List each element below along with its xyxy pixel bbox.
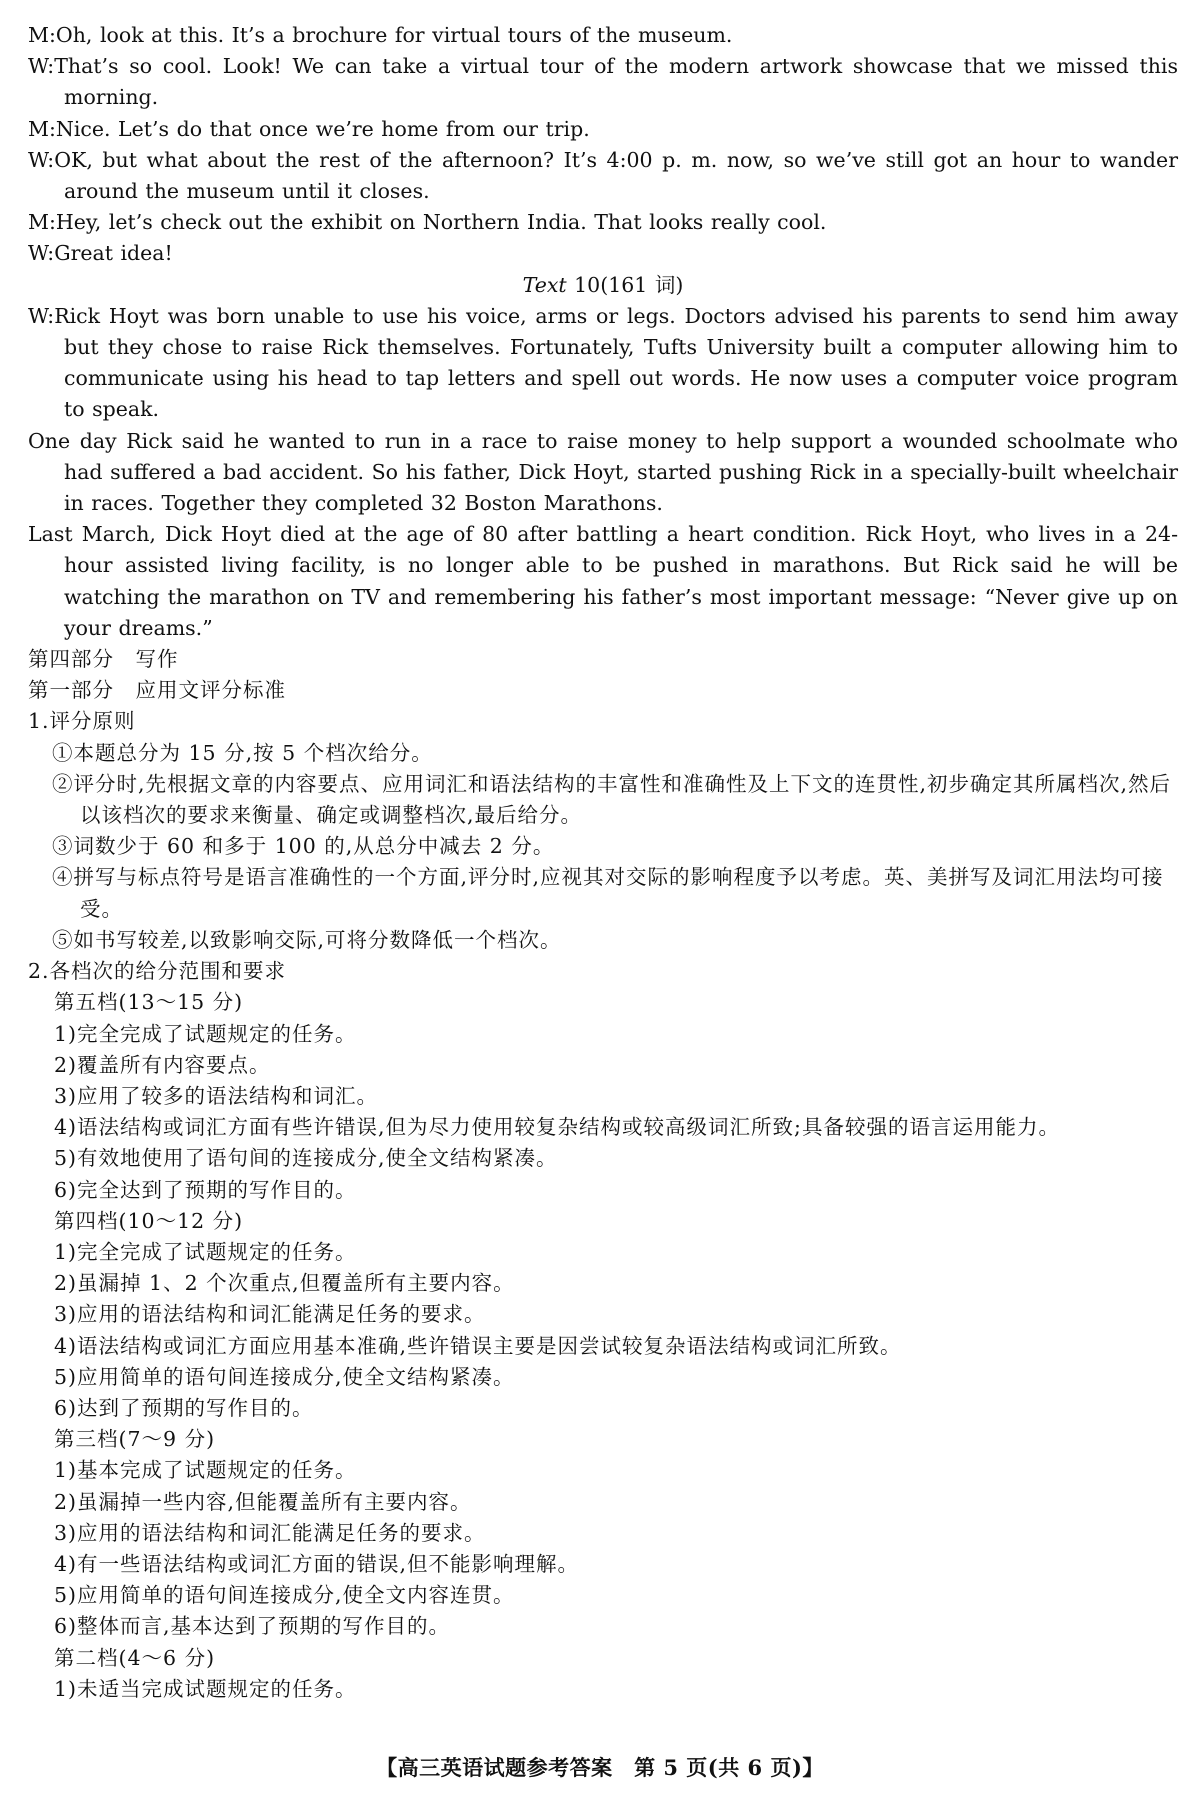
dialogue-line: M:Nice. Let’s do that once we’re home from our trip.	[28, 116, 590, 141]
level-title: 第五档(13～15 分)	[54, 990, 244, 1015]
level-item: 2)虽漏掉一些内容,但能覆盖所有主要内容。	[54, 1489, 472, 1514]
principle-item: ①本题总分为 15 分,按 5 个档次给分。	[52, 740, 433, 765]
principle-item: ②评分时,先根据文章的内容要点、应用词汇和语法结构的丰富性和准确性及上下文的连贯性,初步确定其所属档次,然后以该档次的要求来衡量、确定或调整档次,最后给分。	[52, 771, 1172, 828]
level-item: 1)未适当完成试题规定的任务。	[54, 1676, 357, 1701]
level-item: 6)达到了预期的写作目的。	[54, 1395, 314, 1420]
dialogue-line: W:OK, but what about the rest of the afternoon? It’s 4:00 p. m. now, so we’ve still got an hour to wander around the museum until it closes.	[28, 147, 1178, 204]
level-item: 1)完全完成了试题规定的任务。	[54, 1239, 357, 1264]
level-3	[28, 1424, 1178, 1642]
text10-paragraph: One day Rick said he wanted to run in a race to raise money to help support a wounded schoolmate who had suffered a bad accident. So his father, Dick Hoyt, started pushing Rick in a specially-built wheelchair in races. Together they completed 32 Boston Marathons.	[28, 428, 1178, 516]
level-item: 1)完全完成了试题规定的任务。	[54, 1021, 357, 1046]
level-item: 3)应用了较多的语法结构和词汇。	[54, 1083, 379, 1108]
level-item: 4)语法结构或词汇方面有些许错误,但为尽力使用较复杂结构或较高级词汇所致;具备较强的语言运用能力。	[54, 1115, 1060, 1140]
document-page	[28, 20, 1178, 1705]
page-footer: 【高三英语试题参考答案 第 5 页(共 6 页)】	[376, 1755, 824, 1780]
text10-paragraph: Last March, Dick Hoyt died at the age of 80 after battling a heart condition. Rick Hoyt, who lives in a 24-hour assisted living facility, is no longer able to be pushed in marathons. But Rick said he will be watching the marathon on TV and remembering his father’s most important message: “Never give up on your dreams.”	[28, 522, 1178, 640]
levels-title: 2.各档次的给分范围和要求	[28, 959, 287, 984]
dialogue-line: M:Oh, look at this. It’s a brochure for virtual tours of the museum.	[28, 23, 733, 47]
dialogue-line: W:That’s so cool. Look! We can take a virtual tour of the modern artwork showcase that we missed this morning.	[28, 54, 1178, 110]
level-item: 3)应用的语法结构和词汇能满足任务的要求。	[54, 1520, 486, 1545]
level-item: 6)整体而言,基本达到了预期的写作目的。	[54, 1614, 451, 1639]
dialogue-line: M:Hey, let’s check out the exhibit on Northern India. That looks really cool.	[28, 210, 827, 235]
level-item: 5)应用简单的语句间连接成分,使全文内容连贯。	[54, 1583, 515, 1608]
level-4	[28, 1206, 1178, 1424]
dialogue-section	[28, 20, 1178, 270]
level-item: 3)应用的语法结构和词汇能满足任务的要求。	[54, 1302, 486, 1327]
level-item: 5)应用简单的语句间连接成分,使全文结构紧凑。	[54, 1364, 515, 1389]
level-2	[28, 1643, 1178, 1705]
text10-paragraph: W:Rick Hoyt was born unable to use his voice, arms or legs. Doctors advised his parents to send him away but they chose to raise Rick themselves. Fortunately, Tufts University built a computer allowing him to communicate using his head to tap letters and spell out words. He now uses a computer voice program to speak.	[28, 303, 1178, 422]
dialogue-line: W:Great idea!	[28, 241, 173, 266]
level-title: 第四档(10～12 分)	[54, 1208, 244, 1233]
level-item: 4)有一些语法结构或词汇方面的错误,但不能影响理解。	[54, 1551, 580, 1576]
part-title: 第四部分 写作	[28, 647, 179, 672]
principles-list	[28, 738, 1178, 956]
level-item: 4)语法结构或词汇方面应用基本准确,些许错误主要是因尝试较复杂语法结构或词汇所致。	[54, 1333, 902, 1358]
level-5	[28, 987, 1178, 1205]
principle-item: ④拼写与标点符号是语言准确性的一个方面,评分时,应视其对交际的影响程度予以考虑。英、美拼写及词汇用法均可接受。	[52, 865, 1164, 921]
text10-title: Text 10(161 词)	[522, 272, 684, 297]
level-item: 1)基本完成了试题规定的任务。	[54, 1458, 357, 1483]
principles-title: 1.评分原则	[28, 709, 136, 734]
level-item: 5)有效地使用了语句间的连接成分,使全文结构紧凑。	[54, 1146, 558, 1171]
level-item: 2)覆盖所有内容要点。	[54, 1052, 271, 1077]
principle-item: ⑤如书写较差,以致影响交际,可将分数降低一个档次。	[52, 927, 562, 952]
level-item: 2)虽漏掉 1、2 个次重点,但覆盖所有主要内容。	[54, 1271, 515, 1296]
text10-section	[28, 301, 1178, 644]
level-title: 第二档(4～6 分)	[54, 1645, 216, 1670]
level-title: 第三档(7～9 分)	[54, 1427, 216, 1452]
level-item: 6)完全达到了预期的写作目的。	[54, 1177, 357, 1202]
section-title: 第一部分 应用文评分标准	[28, 678, 286, 703]
principle-item: ③词数少于 60 和多于 100 的,从总分中减去 2 分。	[52, 834, 555, 859]
